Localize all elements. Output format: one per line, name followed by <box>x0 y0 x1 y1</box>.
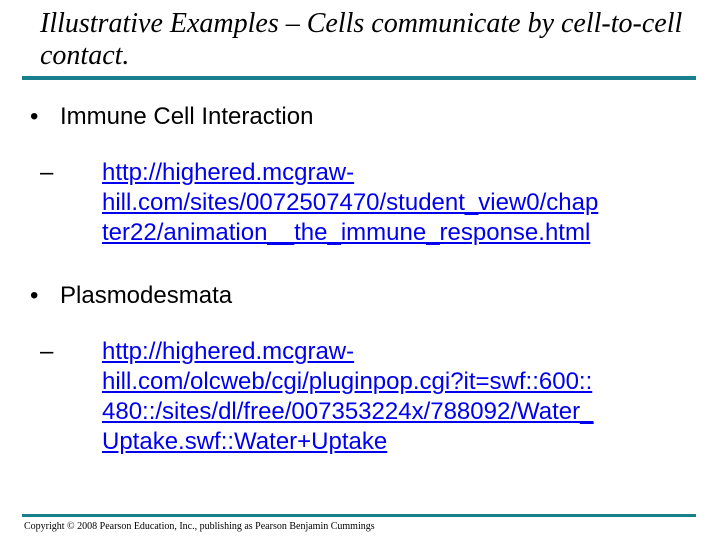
immune-response-link[interactable]: http://highered.mcgraw- hill.com/sites/0072507470/student_view0/chap ter22/animation__the_immune_response.html <box>102 159 599 246</box>
bullet-text: Immune Cell Interaction <box>60 103 314 130</box>
bullet-text: Plasmodesmata <box>60 282 233 309</box>
copyright-notice: Copyright © 2008 Pearson Education, Inc., publishing as Pearson Benjamin Cummings <box>24 521 375 532</box>
bullet-plasmodesmata <box>30 282 232 310</box>
water-uptake-link[interactable]: http://highered.mcgraw- hill.com/olcweb/cgi/pluginpop.cgi?it=swf::600:: 480::/sites/dl/free/007353224x/788092/Water_ Uptake.swf::Water+Uptake <box>102 338 594 455</box>
sub-bullet-marker: – <box>40 338 54 365</box>
sub-bullet-immune-link <box>40 158 598 248</box>
bullet-marker: • <box>30 103 39 130</box>
bullet-immune-cell-interaction <box>30 103 313 131</box>
footer-divider <box>22 514 696 517</box>
sub-bullet-plasmodesmata-link <box>40 337 593 457</box>
bullet-marker: • <box>30 282 39 309</box>
sub-bullet-marker: – <box>40 159 54 186</box>
slide-title: Illustrative Examples – Cells communicate by cell-to-cell contact. <box>40 8 683 71</box>
title-divider <box>22 76 696 80</box>
